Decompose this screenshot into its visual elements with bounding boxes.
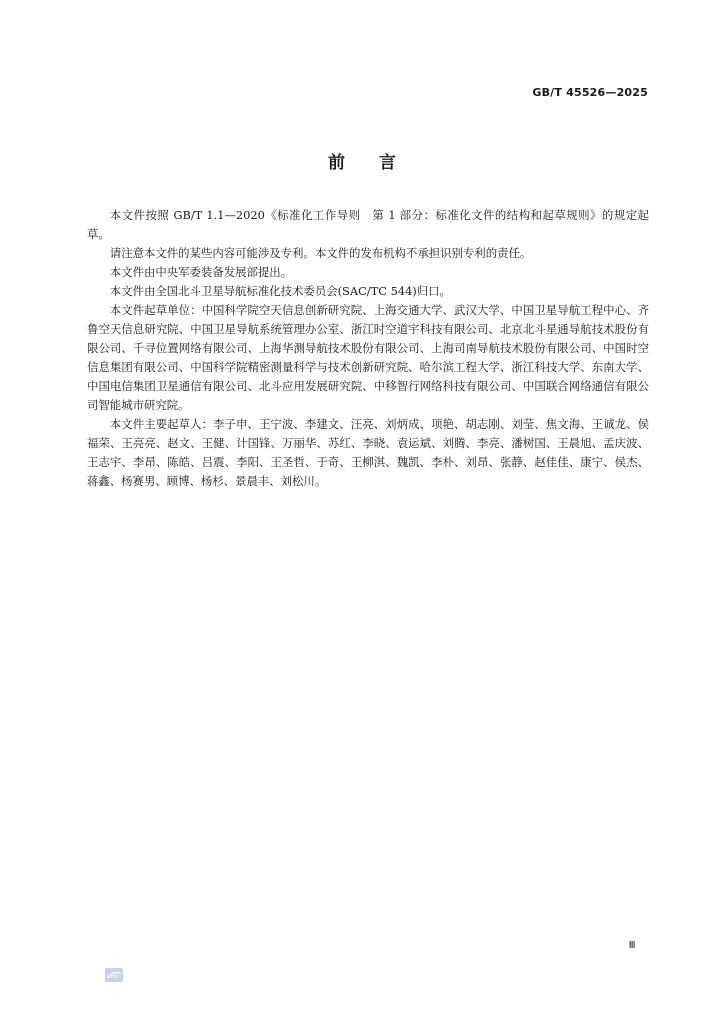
paragraph-drafting-rules: 本文件按照 GB/T 1.1—2020《标准化工作导则 第 1 部分：标准化文件的结构和起草规则》的规定起草。 bbox=[87, 208, 649, 241]
paragraph-drafters: 本文件主要起草人：李子申、王宁波、李建文、汪亮、刘炳成、项艳、胡志刚、刘莹、焦文海、王诚龙、侯福荣、王亮亮、赵文、王健、计国锋、万丽华、苏红、李晓、袁运斌、刘腾、李亮、潘树国、王晨旭、孟庆波、王志宇、李昂、陈皓、吕震、李阳、王圣哲、于奇、王柳淇、魏凯、李朴、刘昂、张静、赵佳佳、康宁、侯杰、蒋鑫、杨赛男、顾博、杨杉、景晨丰、刘松川。 bbox=[87, 417, 649, 488]
section-title: 前言 bbox=[328, 153, 430, 173]
foreword-body bbox=[87, 206, 649, 491]
paragraph-patent-notice: 请注意本文件的某些内容可能涉及专利。本文件的发布机构不承担识别专利的责任。 bbox=[109, 246, 532, 260]
paragraph-committee: 本文件由全国北斗卫星导航标准化技术委员会(SAC/TC 544)归口。 bbox=[109, 284, 451, 298]
page-number: Ⅲ bbox=[628, 940, 636, 951]
paragraph-drafting-units: 本文件起草单位：中国科学院空天信息创新研究院、上海交通大学、武汉大学、中国卫星导航工程中心、齐鲁空天信息研究院、中国卫星导航系统管理办公室、浙江时空道宇科技有限公司、北京北斗星通导航技术股份有限公司、千寻位置网络有限公司、上海华测导航技术股份有限公司、上海司南导航技术股份有限公司、中国时空信息集团有限公司、中国科学院精密测量科学与技术创新研究院、哈尔滨工程大学、浙江科技大学、东南大学、中国电信集团卫星通信有限公司、北斗应用发展研究院、中移智行网络科技有限公司、中国联合网络通信有限公司智能城市研究院。 bbox=[87, 303, 649, 412]
sac-logo-icon bbox=[104, 966, 124, 984]
standard-number: GB/T 45526—2025 bbox=[532, 86, 648, 99]
paragraph-proposer: 本文件由中央军委装备发展部提出。 bbox=[109, 265, 293, 279]
